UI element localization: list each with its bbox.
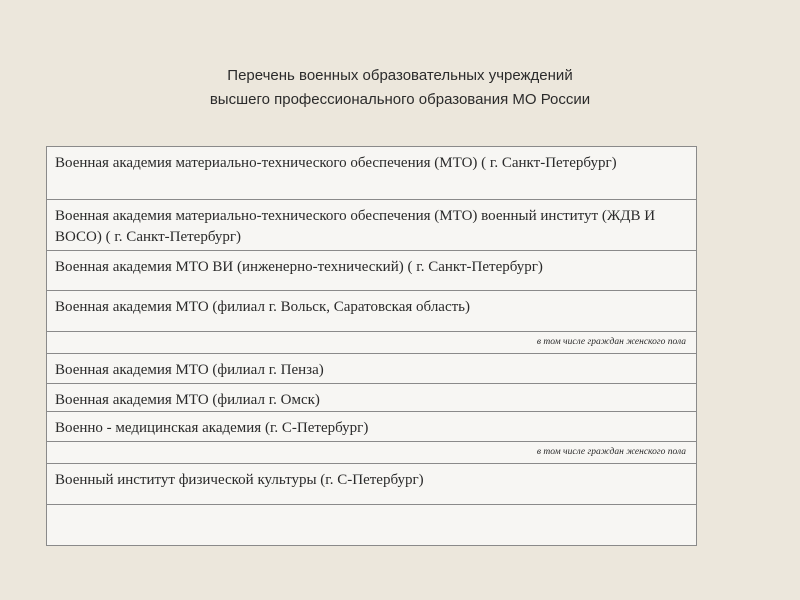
title-line-2: высшего профессионального образования МО России <box>209 91 591 108</box>
row-text: Военная академия материально-технического обеспечения (МТО) ( г. Санкт-Петербург) <box>55 155 617 171</box>
institutions-table <box>46 146 697 546</box>
title-line-1: Перечень военных образовательных учреждений <box>227 67 573 84</box>
table-row <box>47 464 696 505</box>
row-text: Военно - медицинская академия (г. С-Петербург) <box>55 420 369 436</box>
row-text: Военная академия МТО (филиал г. Вольск, Саратовская область) <box>55 299 471 315</box>
row-text: Военный институт физической культуры (г. С-Петербург) <box>55 472 424 488</box>
row-note-text: в том числе граждан женского пола <box>536 337 686 347</box>
table-row <box>47 384 696 412</box>
table-row <box>47 147 696 200</box>
table-row-note <box>47 332 696 354</box>
row-text: Военная академия МТО (филиал г. Пенза) <box>55 362 324 378</box>
table-row <box>47 251 696 291</box>
row-text: Военная академия материально-технического обеспечения (МТО) военный институт (ЖДВ И ВОСО) ( г. Санкт-Петербург) <box>55 208 656 245</box>
table-row <box>47 412 696 442</box>
page-title <box>0 64 800 112</box>
row-note-text: в том числе граждан женского пола <box>536 447 686 457</box>
table-row-note <box>47 442 696 464</box>
table-row <box>47 200 696 251</box>
table-row <box>47 291 696 332</box>
table-row <box>47 354 696 384</box>
row-text: Военная академия МТО (филиал г. Омск) <box>55 392 320 408</box>
row-text: Военная академия МТО ВИ (инженерно-технический) ( г. Санкт-Петербург) <box>55 259 543 275</box>
table-row-empty <box>47 505 696 545</box>
